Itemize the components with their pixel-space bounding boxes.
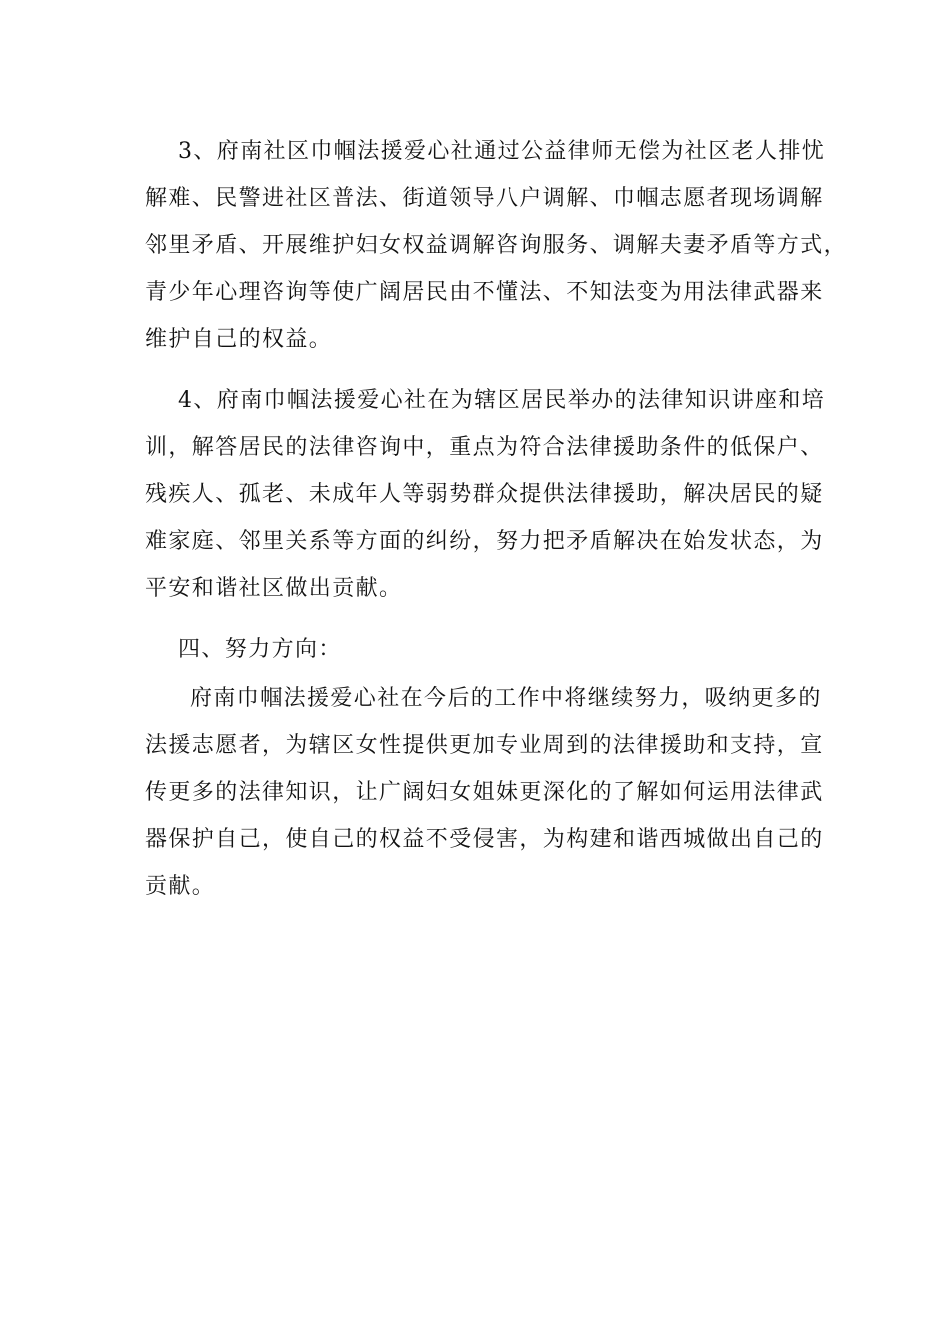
- paragraph-4-line-2: 训，解答居民的法律咨询中，重点为符合法律援助条件的低保户、: [145, 435, 824, 460]
- paragraph-4-line-5: 平安和谐社区做出贡献。: [145, 576, 403, 601]
- paragraph-3-line-5: 维护自己的权益。: [145, 327, 333, 352]
- paragraph-4-line-1: 4、府南巾帼法援爱心社在为辖区居民举办的法律知识讲座和培: [178, 388, 826, 413]
- paragraph-4-line-3: 残疾人、孤老、未成年人等弱势群众提供法律援助，解决居民的疑: [145, 482, 824, 507]
- paragraph-3-line-2: 解难、民警进社区普法、街道领导八户调解、巾帼志愿者现场调解: [145, 186, 824, 211]
- section-heading-4: 四、努力方向：: [178, 637, 342, 662]
- paragraph-3-line-3: 邻里矛盾、开展维护妇女权益调解咨询服务、调解夫妻矛盾等方式，: [145, 233, 848, 258]
- paragraph-3-line-1: 3、府南社区巾帼法援爱心社通过公益律师无偿为社区老人排忧: [178, 139, 826, 164]
- paragraph-5-line-1: 府南巾帼法援爱心社在今后的工作中将继续努力，吸纳更多的: [190, 686, 822, 711]
- paragraph-5-line-3: 传更多的法律知识，让广阔妇女姐妹更深化的了解如何运用法律武: [145, 780, 824, 805]
- paragraph-5-line-4: 器保护自己，使自己的权益不受侵害，为构建和谐西城做出自己的: [145, 827, 824, 852]
- paragraph-3-line-4: 青少年心理咨询等使广阔居民由不懂法、不知法变为用法律武器来: [145, 280, 824, 305]
- paragraph-5-line-5: 贡献。: [145, 874, 216, 899]
- paragraph-4-line-4: 难家庭、邻里关系等方面的纠纷，努力把矛盾解决在始发状态，为: [145, 529, 824, 554]
- paragraph-5-line-2: 法援志愿者，为辖区女性提供更加专业周到的法律援助和支持，宣: [145, 733, 824, 758]
